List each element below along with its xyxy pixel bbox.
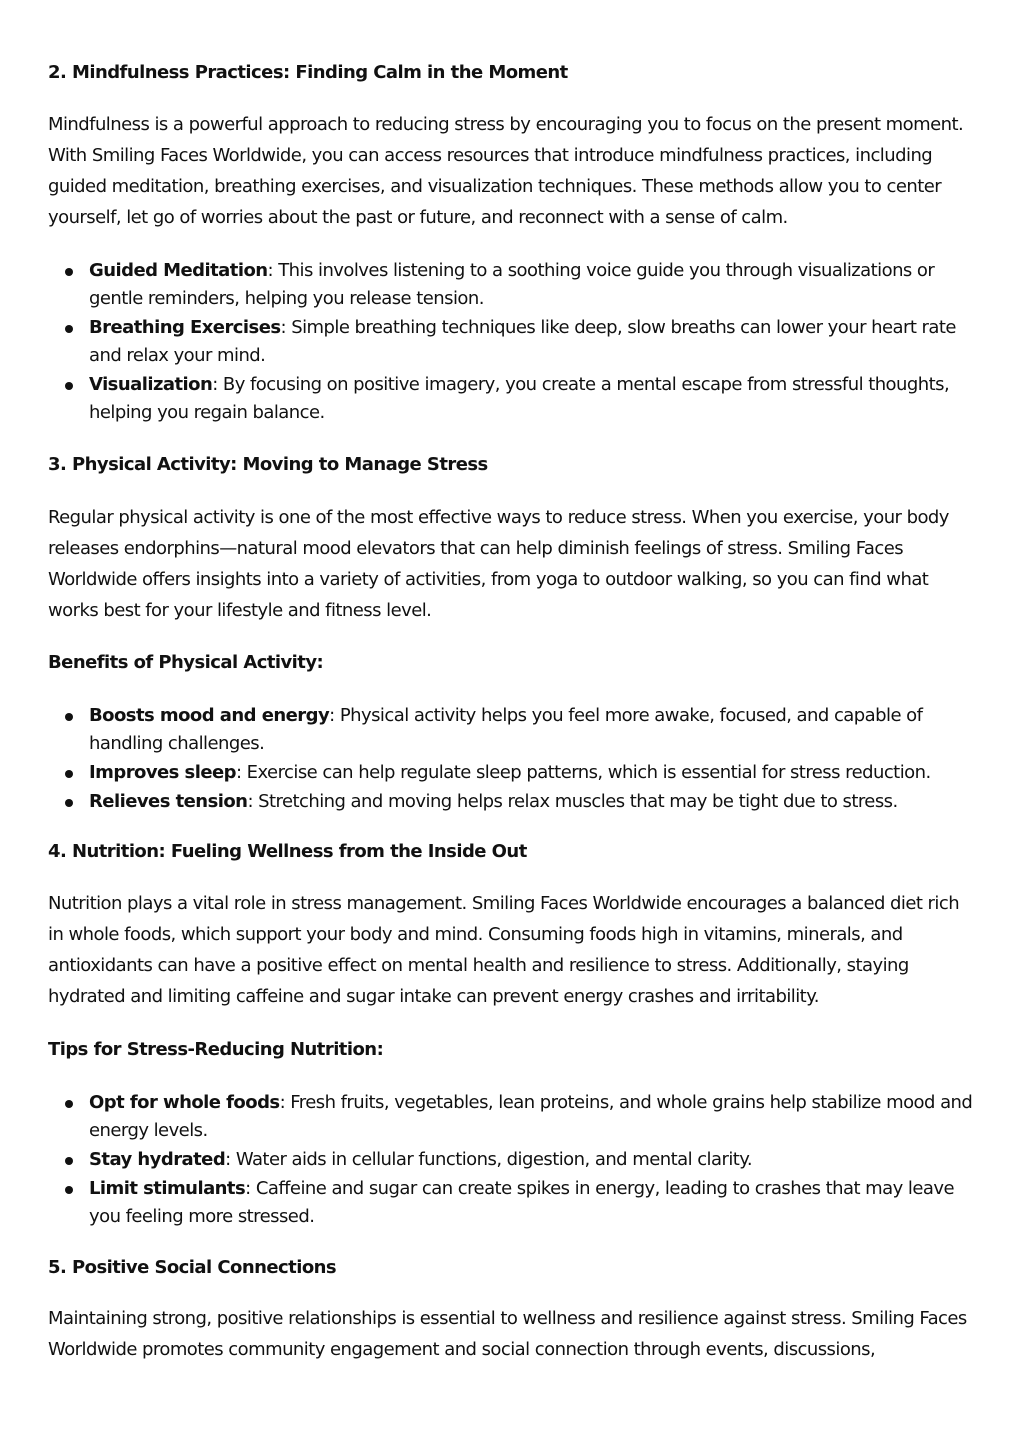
subheading-benefits: Benefits of Physical Activity:	[48, 652, 324, 673]
section-heading-physical-activity: 3. Physical Activity: Moving to Manage Stress	[48, 454, 488, 475]
bullet-dot-icon	[65, 268, 73, 276]
list-item	[48, 759, 978, 787]
bullet-term: Relieves tension	[89, 791, 248, 812]
bullet-term: Guided Meditation	[89, 260, 268, 281]
section-heading-social: 5. Positive Social Connections	[48, 1257, 337, 1278]
list-item	[48, 1089, 978, 1145]
bullet-text: : Stretching and moving helps relax muscles that may be tight due to stress.	[247, 791, 898, 812]
bullet-text: : Caffeine and sugar can create spikes in energy, leading to crashes that may leave you feeling more stressed.	[89, 1178, 954, 1227]
section-heading-nutrition: 4. Nutrition: Fueling Wellness from the Inside Out	[48, 841, 527, 862]
bullet-dot-icon	[65, 770, 73, 778]
bullet-list-tips	[48, 1089, 978, 1232]
list-item	[48, 702, 978, 758]
bullet-term: Improves sleep	[89, 762, 236, 783]
subheading-tips: Tips for Stress-Reducing Nutrition:	[48, 1039, 384, 1060]
paragraph-social: Maintaining strong, positive relationships is essential to wellness and resilience against stress. Smiling Faces Worldwide promotes community engagement and social connection through events, discussions,	[48, 1308, 967, 1360]
bullet-term: Stay hydrated	[89, 1149, 226, 1170]
paragraph-nutrition: Nutrition plays a vital role in stress management. Smiling Faces Worldwide encourages a balanced diet rich in whole foods, which support your body and mind. Consuming foods high in vitamins, minerals, and antioxidants can have a positive effect on mental health and resilience to stress. Additionally, staying hydrated and limiting caffeine and sugar intake can prevent energy crashes and irritability.	[48, 893, 960, 1007]
bullet-term: Boosts mood and energy	[89, 705, 330, 726]
bullet-term: Visualization	[89, 374, 213, 395]
list-item	[48, 257, 978, 313]
bullet-dot-icon	[65, 382, 73, 390]
bullet-dot-icon	[65, 713, 73, 721]
paragraph-physical-activity: Regular physical activity is one of the most effective ways to reduce stress. When you exercise, your body releases endorphins—natural mood elevators that can help diminish feelings of stress. Smiling Faces Worldwide offers insights into a variety of activities, from yoga to outdoor walking, so you can find what works best for your lifestyle and fitness level.	[48, 507, 949, 621]
bullet-text: : Exercise can help regulate sleep patterns, which is essential for stress reduction.	[236, 762, 931, 783]
bullet-text: : Physical activity helps you feel more awake, focused, and capable of handling challenges.	[89, 705, 923, 754]
bullet-dot-icon	[65, 1100, 73, 1108]
bullet-dot-icon	[65, 1186, 73, 1194]
bullet-text: : Simple breathing techniques like deep, slow breaths can lower your heart rate and relax your mind.	[89, 317, 956, 366]
list-item	[48, 371, 978, 427]
bullet-dot-icon	[65, 1157, 73, 1165]
bullet-dot-icon	[65, 799, 73, 807]
list-item	[48, 788, 978, 816]
list-item	[48, 314, 978, 370]
list-item	[48, 1175, 978, 1231]
bullet-term: Breathing Exercises	[89, 317, 281, 338]
bullet-text: : Water aids in cellular functions, digestion, and mental clarity.	[225, 1149, 752, 1170]
section-heading-mindfulness: 2. Mindfulness Practices: Finding Calm in the Moment	[48, 62, 568, 83]
bullet-term: Opt for whole foods	[89, 1092, 280, 1113]
list-item	[48, 1146, 978, 1174]
bullet-text: : By focusing on positive imagery, you create a mental escape from stressful thoughts, helping you regain balance.	[89, 374, 950, 423]
bullet-list-benefits	[48, 702, 978, 817]
bullet-text: : Fresh fruits, vegetables, lean proteins, and whole grains help stabilize mood and energy levels.	[89, 1092, 973, 1141]
paragraph-mindfulness: Mindfulness is a powerful approach to reducing stress by encouraging you to focus on the present moment. With Smiling Faces Worldwide, you can access resources that introduce mindfulness practices, including guided meditation, breathing exercises, and visualization techniques. These methods allow you to center yourself, let go of worries about the past or future, and reconnect with a sense of calm.	[48, 114, 964, 228]
bullet-list-mindfulness	[48, 257, 978, 428]
bullet-term: Limit stimulants	[89, 1178, 246, 1199]
bullet-text: : This involves listening to a soothing voice guide you through visualizations or gentle reminders, helping you release tension.	[89, 260, 935, 309]
bullet-dot-icon	[65, 325, 73, 333]
